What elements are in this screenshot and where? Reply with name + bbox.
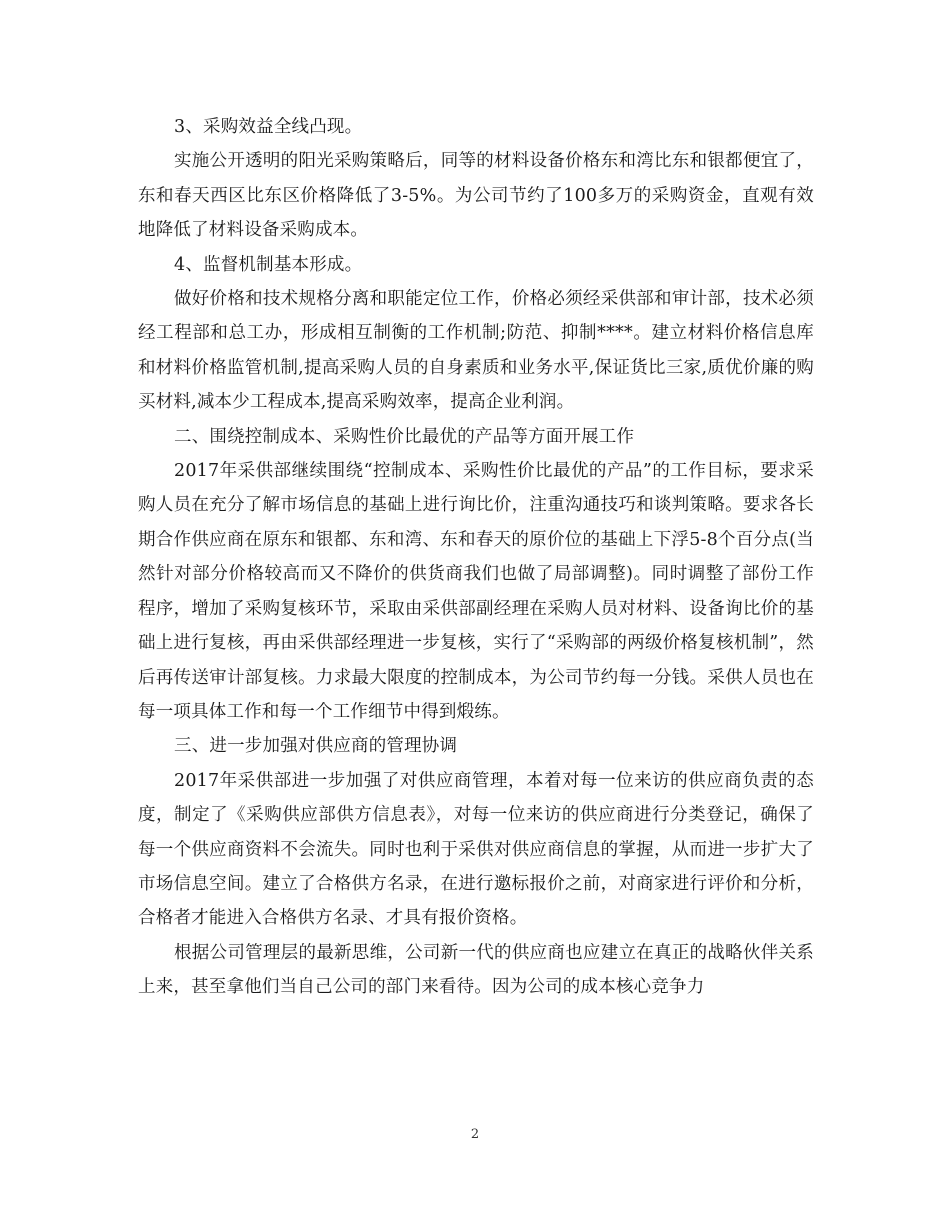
paragraph-sunshine-procurement: 实施公开透明的阳光采购策略后，同等的材料设备价格东和湾比东和银都便宜了，东和春天西区比东区价格降低了3-5%。为公司节约了100多万的采购资金，直观有效地降低了材料设备采购成本。 <box>138 151 814 241</box>
paragraph-price-spec-separation: 做好价格和技术规格分离和职能定位工作，价格必须经采供部和审计部，技术必须经工程部和总工办，形成相互制衡的工作机制;防范、抑制****。建立材料价格信息库和材料价格监管机制,提高采购人员的自身素质和业务水平,保证货比三家,质优价廉的购买材料,减本少工程成本,提高采购效率，提高企业利润。 <box>138 289 814 413</box>
paragraph-2017-supplier-management: 2017年采供部进一步加强了对供应商管理，本着对每一位来访的供应商负责的态度，制定了《采购供应部供方信息表》，对每一位来访的供应商进行分类登记，确保了每一个供应商资料不会流失。同时也利于采供对供应商信息的掌握，从而进一步扩大了市场信息空间。建立了合格供方名录，在进行邀标报价之前，对商家进行评价和分析，合格者才能进入合格供方名录、才具有报价资格。 <box>138 770 814 929</box>
section-heading-cost-control: 二、围绕控制成本、采购性价比最优的产品等方面开展工作 <box>174 426 635 447</box>
paragraph-strategic-partnership: 根据公司管理层的最新思维，公司新一代的供应商也应建立在真正的战略伙伴关系上来，甚至拿他们当自己公司的部门来看待。因为公司的成本核心竞争力 <box>138 942 814 998</box>
document-body <box>138 110 814 1005</box>
section-heading-procurement-benefits: 3、采购效益全线凸现。 <box>174 117 363 137</box>
section-heading-supervision-mechanism: 4、监督机制基本形成。 <box>174 254 363 275</box>
section-heading-supplier-management: 三、进一步加强对供应商的管理协调 <box>174 736 458 757</box>
page-number: 2 <box>470 1127 480 1142</box>
paragraph-2017-cost-control: 2017年采供部继续围绕“控制成本、采购性价比最优的产品”的工作目标，要求采购人员在充分了解市场信息的基础上进行询比价，注重沟通技巧和谈判策略。要求各长期合作供应商在原东和银都、东和湾、东和春天的原价位的基础上下浮5-8个百分点(当然针对部分价格较高而又不降价的供货商我们也做了局部调整)。同时调整了部份工作程序，增加了采购复核环节，采取由采供部副经理在采购人员对材料、设备询比价的基础上进行复核，再由采供部经理进一步复核，实行了“采购部的两级价格复核机制”，然后再传送审计部复核。力求最大限度的控制成本，为公司节约每一分钱。采供人员也在每一项具体工作和每一个工作细节中得到煅练。 <box>138 461 814 722</box>
